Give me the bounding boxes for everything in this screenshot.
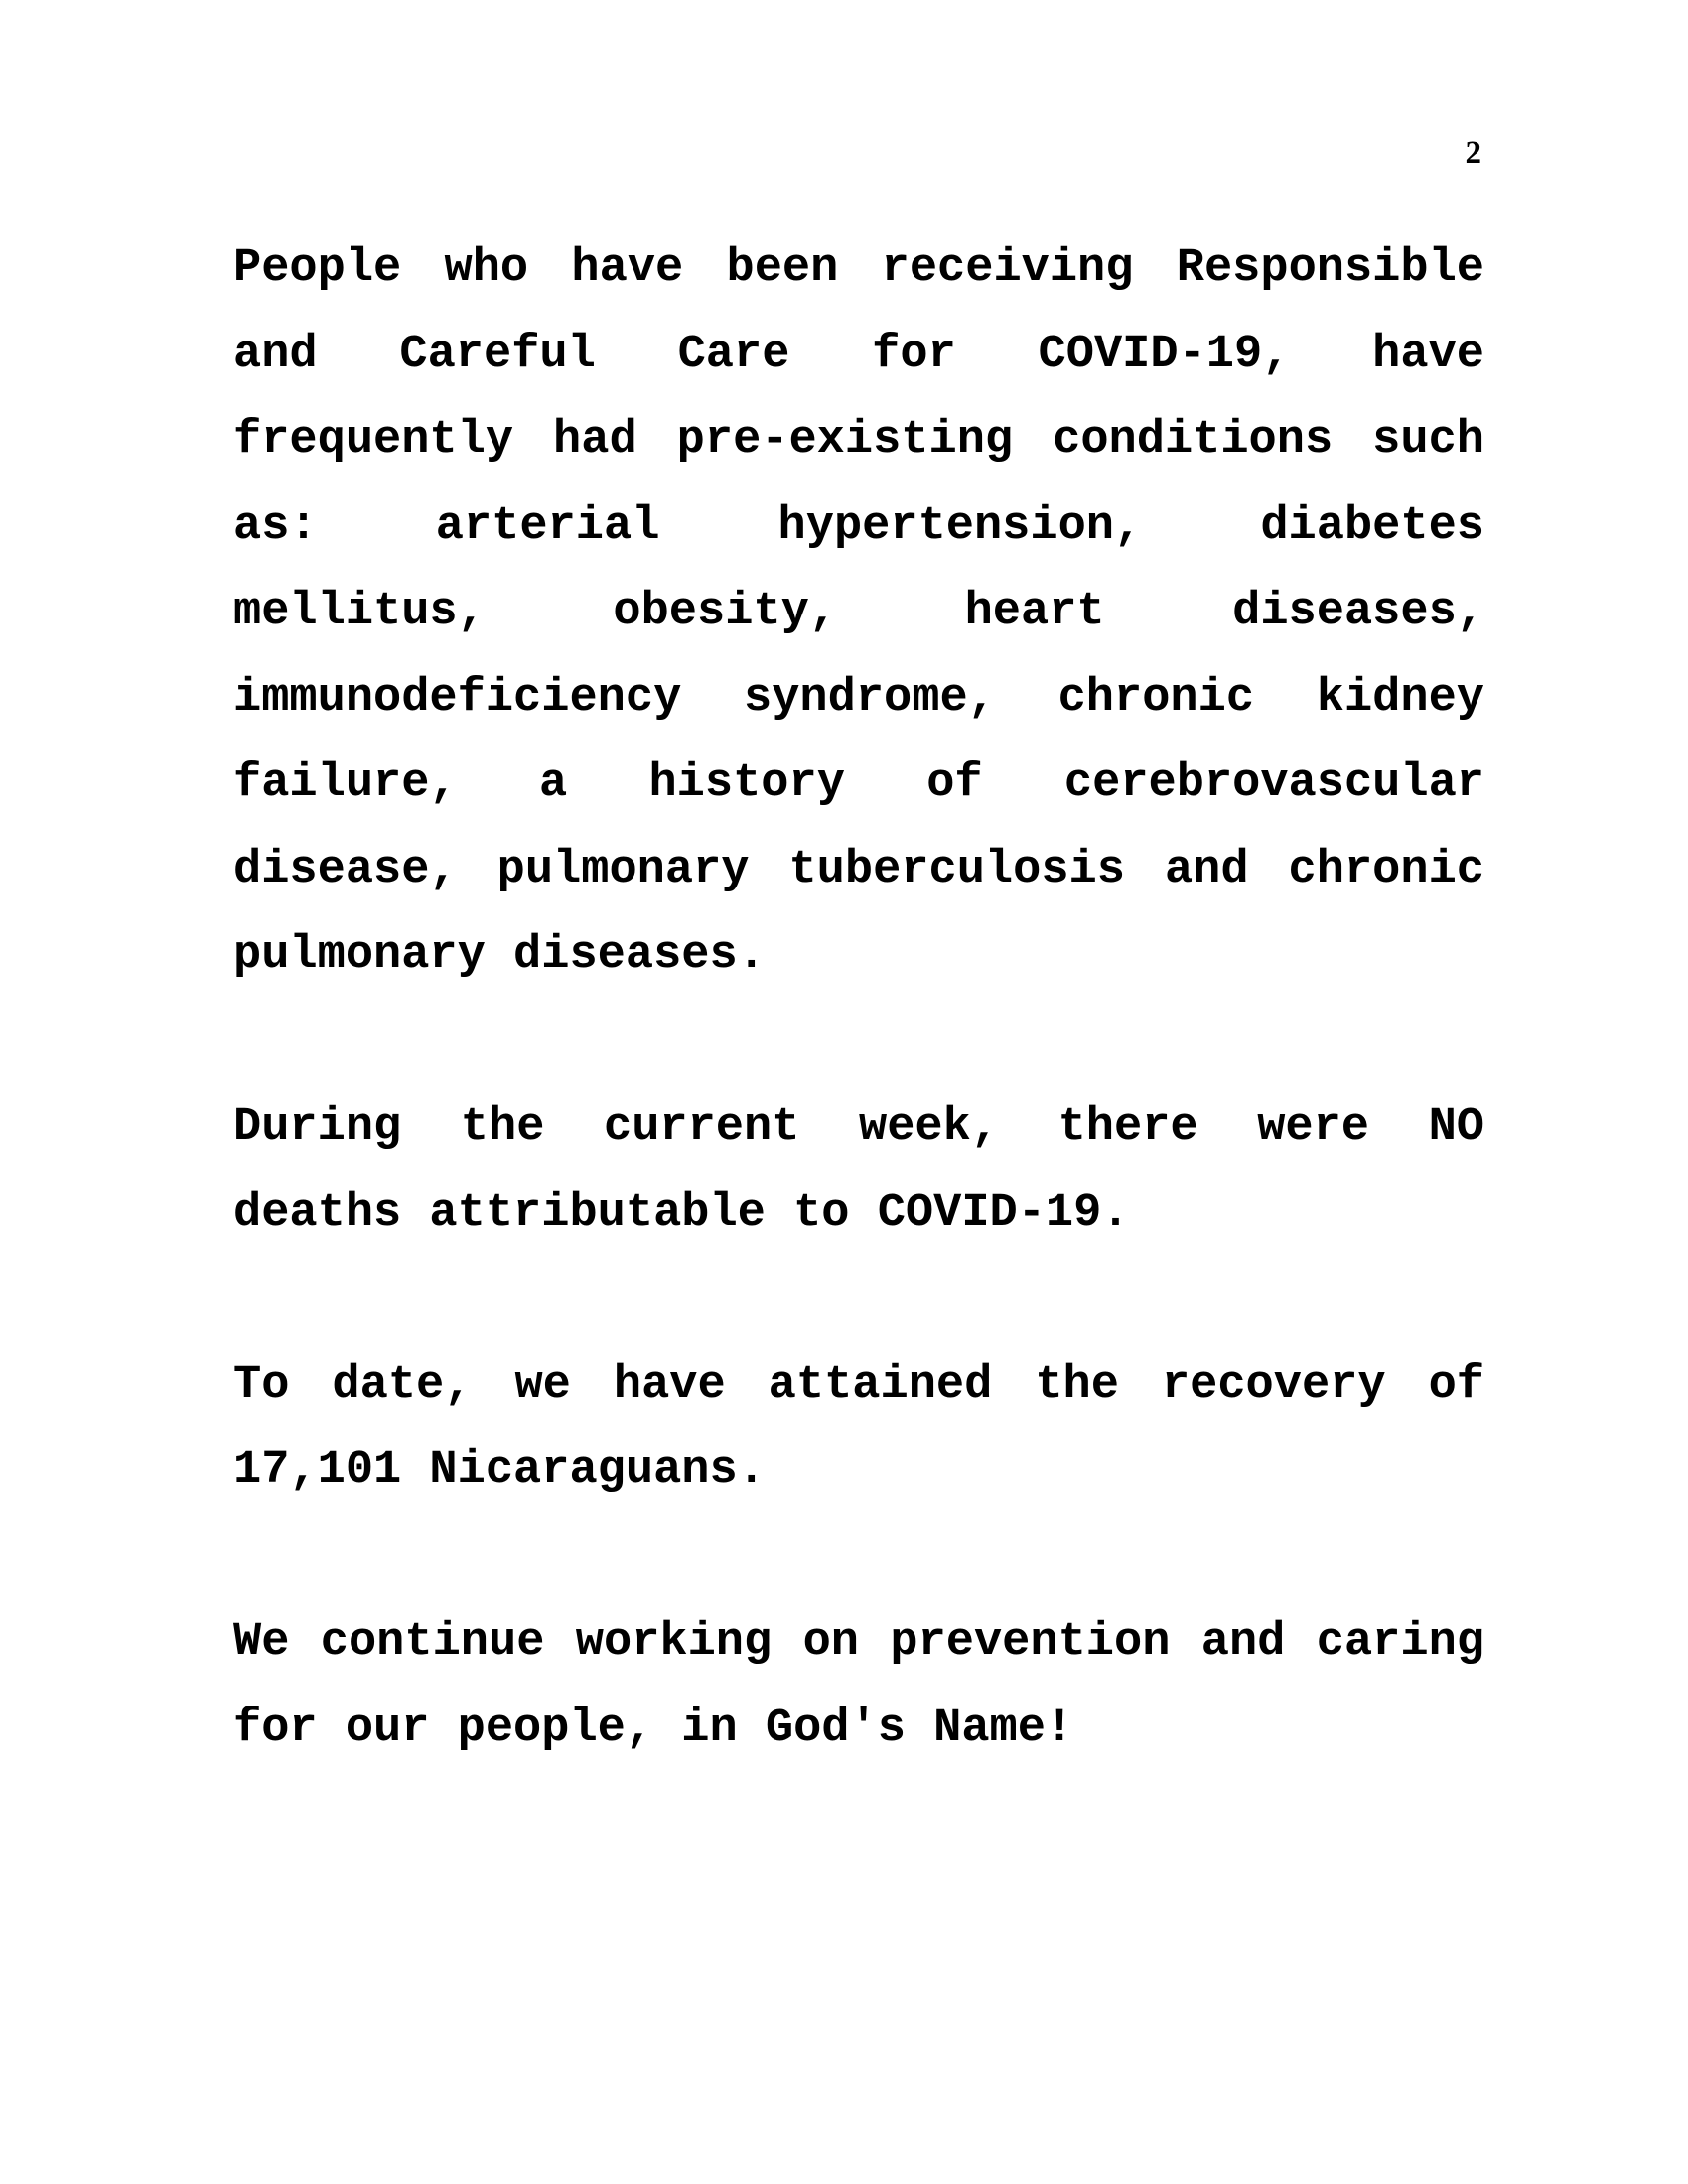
paragraph-closing: We continue working on prevention and caring for our people, in God's Name! [233,1616,1484,1755]
page-number: 2 [1465,135,1481,171]
paragraph-recoveries: To date, we have attained the recovery of 17,101 Nicaraguans. [233,1358,1484,1497]
paragraph-deaths: During the current week, there were NO deaths attributable to COVID-19. [233,1101,1484,1240]
document-body [233,226,1484,1772]
paragraph-preexisting-conditions: People who have been receiving Responsible and Careful Care for COVID-19, have frequently had pre-existing conditions such as: arterial hypertension, diabetes mellitus, obesity, heart diseases, immunodeficiency syndrome, chronic kidney failure, a history of cerebrovascular disease, pulmonary tuberculosis and chronic pulmonary diseases. [233,242,1484,982]
